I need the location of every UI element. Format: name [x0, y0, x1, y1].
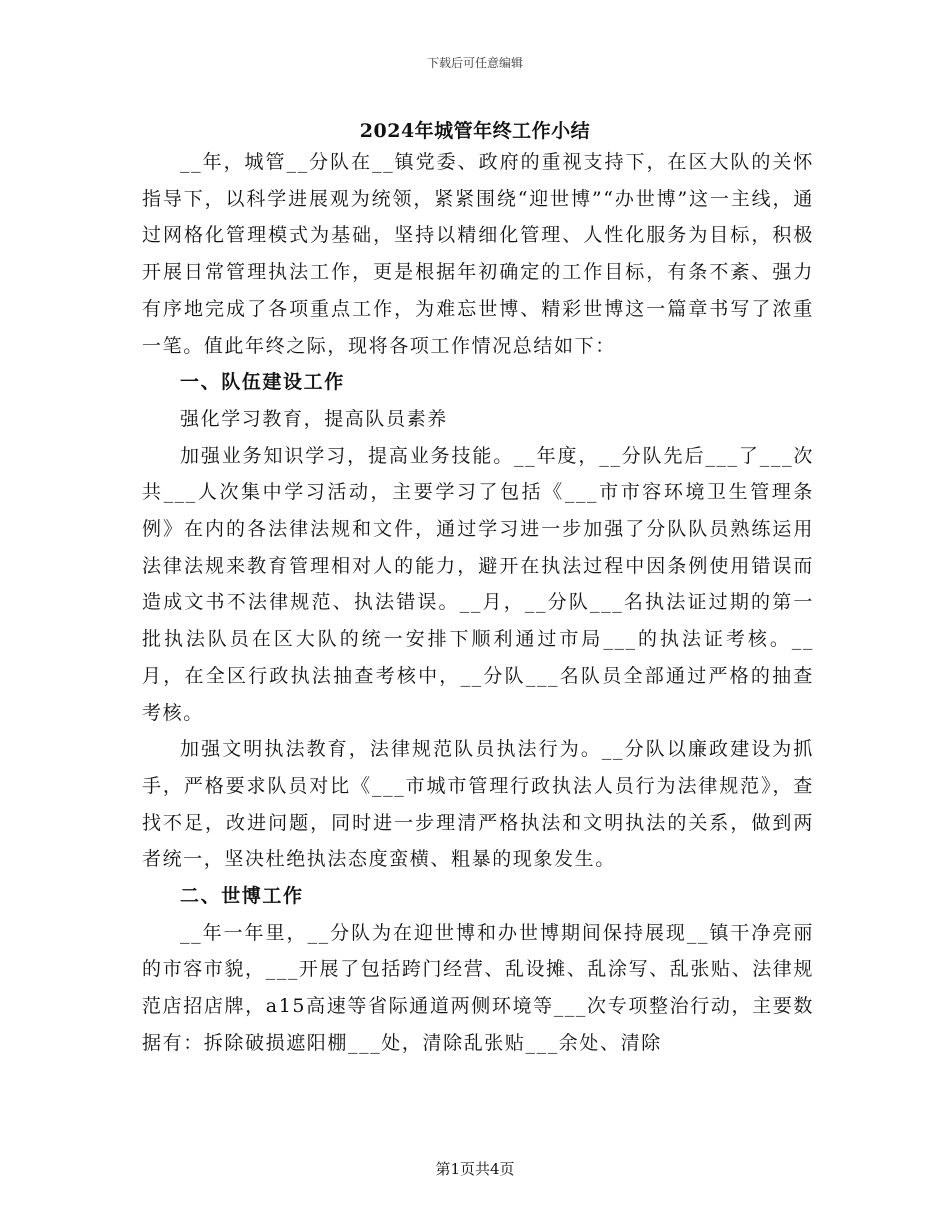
- subheading-study-education: 强化学习教育，提高队员素养: [180, 407, 448, 430]
- document-body: [142, 144, 814, 1062]
- paragraph-business-study: 加强业务知识学习，提高业务技能。__年度，__分队先后___了___次共___人次集中学习活动，主要学习了包括《___市市容环境卫生管理条例》在内的各法律法规和文件，通过学习进一步加强了分队队员熟练运用法律法规来教育管理相对人的能力，避开在执法过程中因条例使用错误而造成文书不法律规范、执法错误。__月，__分队___名执法证过期的第一批执法队员在区大队的统一安排下顺利通过市局___的执法证考核。__月，在全区行政执法抽查考核中，__分队___名队员全部通过严格的抽查考核。: [142, 444, 814, 724]
- paragraph-civilized-enforcement: 加强文明执法教育，法律规范队员执法行为。__分队以廉政建设为抓手，严格要求队员对比《___市城市管理行政执法人员行为法律规范》，查找不足，改进问题，同时进一步理清严格执法和文明执法的关系，做到两者统一，坚决杜绝执法态度蛮横、粗暴的现象发生。: [142, 738, 814, 871]
- section-heading-expo-work: 二、世博工作: [180, 885, 304, 908]
- page-number-footer: 第1页共4页: [435, 1160, 515, 1178]
- paragraph-expo-work: __年一年里，__分队为在迎世博和办世博期间保持展现__镇干净亮丽的市容市貌，___开展了包括跨门经营、乱设摊、乱涂写、乱张贴、法律规范店招店牌，a15高速等省际通道两侧环境等___次专项整治行动，主要数据有：拆除破损遮阳棚___处，清除乱张贴___余处、清除: [142, 921, 814, 1054]
- intro-paragraph: __年，城管__分队在__镇党委、政府的重视支持下，在区大队的关怀指导下，以科学进展观为统领，紧紧围绕“迎世博”“办世博”这一主线，通过网格化管理模式为基础，坚持以精细化管理、人性化服务为目标，积极开展日常管理执法工作，更是根据年初确定的工作目标，有条不紊、强力有序地完成了各项重点工作，为难忘世博、精彩世博这一篇章书写了浓重一笔。值此年终之际，现将各项工作情况总结如下：: [142, 151, 814, 357]
- document-title: 2024年城管年终工作小结: [359, 120, 591, 142]
- page-header-note: 下载后可任意编辑: [426, 56, 523, 70]
- section-heading-team-building: 一、队伍建设工作: [180, 371, 345, 394]
